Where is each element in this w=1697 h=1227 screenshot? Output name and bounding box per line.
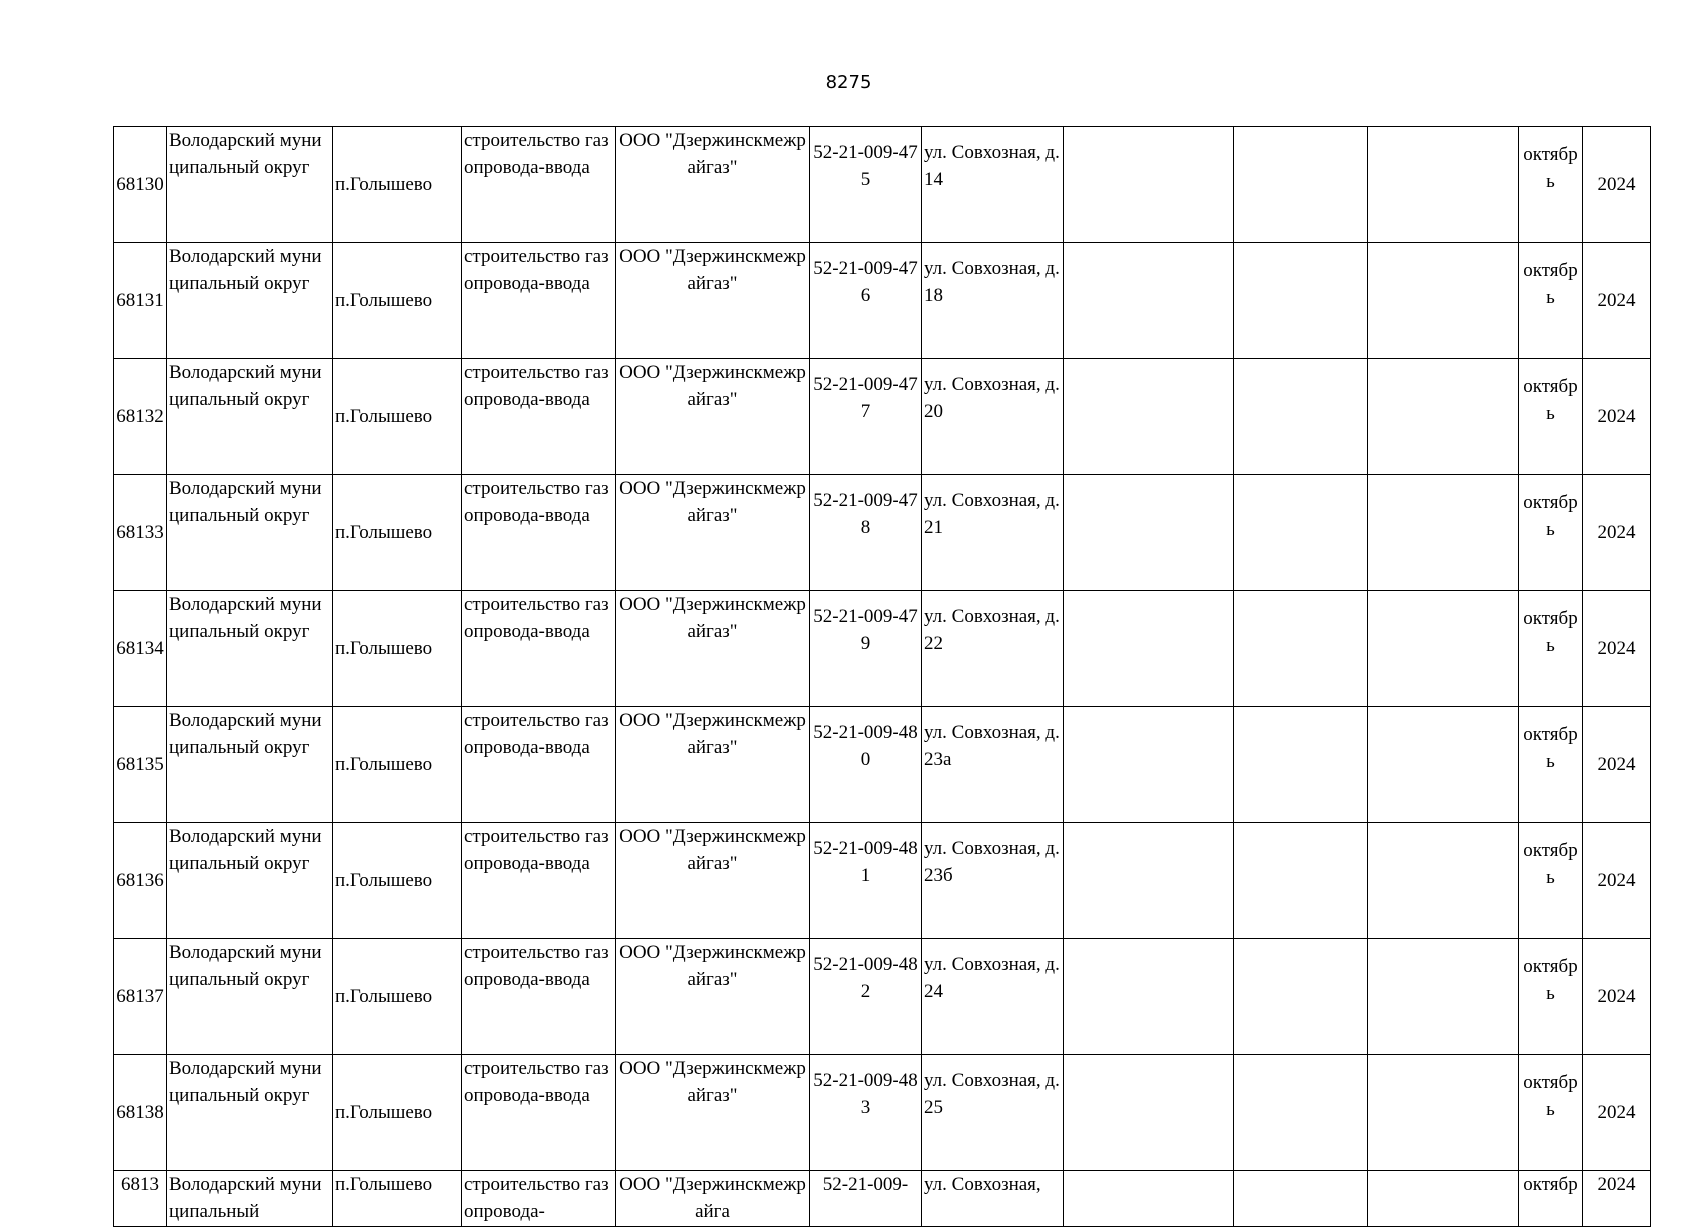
empty-cell — [1064, 1055, 1234, 1171]
empty-cell — [1368, 359, 1519, 475]
year-cell: 2024 — [1583, 243, 1651, 359]
address-cell: ул. Совхозная, д. 23а — [922, 707, 1064, 823]
empty-cell — [1234, 127, 1368, 243]
address-cell: ул. Совхозная, д. 20 — [922, 359, 1064, 475]
empty-cell — [1368, 591, 1519, 707]
table-body — [114, 127, 1651, 1227]
settlement-cell: п.Голышево — [333, 127, 462, 243]
district-cell: Володарский муниципальный округ — [167, 127, 333, 243]
empty-cell — [1368, 707, 1519, 823]
empty-cell — [1234, 1171, 1368, 1227]
month-cell: октябрь — [1519, 475, 1583, 591]
row-number-cell: 68138 — [114, 1055, 167, 1171]
month-cell: октябрь — [1519, 939, 1583, 1055]
empty-cell — [1234, 1055, 1368, 1171]
row-number-cell: 68134 — [114, 591, 167, 707]
year-cell: 2024 — [1583, 127, 1651, 243]
address-cell: ул. Совхозная, д. 25 — [922, 1055, 1064, 1171]
organization-cell: ООО "Дзержинскмежрайгаз" — [616, 243, 810, 359]
work-type-cell: строительство газопровода-ввода — [462, 127, 616, 243]
empty-cell — [1064, 823, 1234, 939]
empty-cell — [1064, 939, 1234, 1055]
row-number-cell: 68132 — [114, 359, 167, 475]
table-row — [114, 823, 1651, 939]
settlement-cell: п.Голышево — [333, 1171, 462, 1227]
organization-cell: ООО "Дзержинскмежрайгаз" — [616, 359, 810, 475]
address-cell: ул. Совхозная, д. 23б — [922, 823, 1064, 939]
district-cell: Володарский муниципальный округ — [167, 475, 333, 591]
year-cell: 2024 — [1583, 591, 1651, 707]
organization-cell: ООО "Дзержинскмежрайгаз" — [616, 127, 810, 243]
year-cell: 2024 — [1583, 707, 1651, 823]
empty-cell — [1064, 1171, 1234, 1227]
registration-code-cell: 52-21-009-478 — [810, 475, 922, 591]
table-row — [114, 127, 1651, 243]
empty-cell — [1234, 591, 1368, 707]
row-number-cell: 68136 — [114, 823, 167, 939]
empty-cell — [1234, 823, 1368, 939]
empty-cell — [1064, 591, 1234, 707]
month-cell: октябрь — [1519, 243, 1583, 359]
settlement-cell: п.Голышево — [333, 939, 462, 1055]
district-cell: Володарский муниципальный округ — [167, 243, 333, 359]
registration-code-cell: 52-21-009-477 — [810, 359, 922, 475]
work-type-cell: строительство газопровода-ввода — [462, 591, 616, 707]
empty-cell — [1368, 475, 1519, 591]
year-cell: 2024 — [1583, 823, 1651, 939]
empty-cell — [1064, 475, 1234, 591]
table-row — [114, 1055, 1651, 1171]
work-type-cell: строительство газопровода-ввода — [462, 707, 616, 823]
registration-code-cell: 52-21-009-482 — [810, 939, 922, 1055]
work-type-cell: строительство газопровода-ввода — [462, 939, 616, 1055]
registration-code-cell: 52-21-009-479 — [810, 591, 922, 707]
table-row — [114, 707, 1651, 823]
work-type-cell: строительство газопровода-ввода — [462, 823, 616, 939]
district-cell: Володарский муниципальный округ — [167, 707, 333, 823]
month-cell: октябрь — [1519, 591, 1583, 707]
work-type-cell: строительство газопровода-ввода — [462, 243, 616, 359]
month-cell: октябрь — [1519, 127, 1583, 243]
month-cell: октябрь — [1519, 707, 1583, 823]
registration-code-cell: 52-21-009-476 — [810, 243, 922, 359]
address-cell: ул. Совхозная, д. 22 — [922, 591, 1064, 707]
district-cell: Володарский муниципальный — [167, 1171, 333, 1227]
empty-cell — [1234, 475, 1368, 591]
district-cell: Володарский муниципальный округ — [167, 359, 333, 475]
empty-cell — [1234, 359, 1368, 475]
district-cell: Володарский муниципальный округ — [167, 1055, 333, 1171]
organization-cell: ООО "Дзержинскмежрайгаз" — [616, 939, 810, 1055]
month-cell: октябрь — [1519, 1055, 1583, 1171]
empty-cell — [1234, 243, 1368, 359]
empty-cell — [1064, 127, 1234, 243]
settlement-cell: п.Голышево — [333, 243, 462, 359]
work-type-cell: строительство газопровода-ввода — [462, 359, 616, 475]
registration-code-cell: 52-21-009- — [810, 1171, 922, 1227]
empty-cell — [1368, 823, 1519, 939]
month-cell: октябрь — [1519, 823, 1583, 939]
table-row — [114, 359, 1651, 475]
district-cell: Володарский муниципальный округ — [167, 939, 333, 1055]
table-row — [114, 243, 1651, 359]
settlement-cell: п.Голышево — [333, 823, 462, 939]
empty-cell — [1064, 707, 1234, 823]
empty-cell — [1368, 1171, 1519, 1227]
address-cell: ул. Совхозная, д. 21 — [922, 475, 1064, 591]
year-cell: 2024 — [1583, 1055, 1651, 1171]
table-row — [114, 475, 1651, 591]
row-number-cell: 68133 — [114, 475, 167, 591]
year-cell: 2024 — [1583, 939, 1651, 1055]
month-cell: октябрь — [1519, 359, 1583, 475]
settlement-cell: п.Голышево — [333, 591, 462, 707]
empty-cell — [1064, 243, 1234, 359]
table-row — [114, 591, 1651, 707]
registration-code-cell: 52-21-009-475 — [810, 127, 922, 243]
empty-cell — [1234, 707, 1368, 823]
empty-cell — [1234, 939, 1368, 1055]
registration-code-cell: 52-21-009-480 — [810, 707, 922, 823]
settlement-cell: п.Голышево — [333, 475, 462, 591]
registration-code-cell: 52-21-009-481 — [810, 823, 922, 939]
district-cell: Володарский муниципальный округ — [167, 823, 333, 939]
district-cell: Володарский муниципальный округ — [167, 591, 333, 707]
address-cell: ул. Совхозная, д. 18 — [922, 243, 1064, 359]
year-cell: 2024 — [1583, 475, 1651, 591]
year-cell: 2024 — [1583, 1171, 1651, 1227]
year-cell: 2024 — [1583, 359, 1651, 475]
address-cell: ул. Совхозная, д. 14 — [922, 127, 1064, 243]
organization-cell: ООО "Дзержинскмежрайгаз" — [616, 475, 810, 591]
work-type-cell: строительство газопровода-ввода — [462, 475, 616, 591]
registration-code-cell: 52-21-009-483 — [810, 1055, 922, 1171]
registry-table — [113, 126, 1651, 1227]
address-cell: ул. Совхозная, — [922, 1171, 1064, 1227]
settlement-cell: п.Голышево — [333, 707, 462, 823]
row-number-cell: 68135 — [114, 707, 167, 823]
empty-cell — [1368, 127, 1519, 243]
empty-cell — [1064, 359, 1234, 475]
organization-cell: ООО "Дзержинскмежрайгаз" — [616, 823, 810, 939]
work-type-cell: строительство газопровода- — [462, 1171, 616, 1227]
row-number-cell: 68130 — [114, 127, 167, 243]
table-row — [114, 1171, 1651, 1227]
table-row — [114, 939, 1651, 1055]
settlement-cell: п.Голышево — [333, 1055, 462, 1171]
row-number-cell: 68131 — [114, 243, 167, 359]
address-cell: ул. Совхозная, д. 24 — [922, 939, 1064, 1055]
row-number-cell: 6813 — [114, 1171, 167, 1227]
empty-cell — [1368, 1055, 1519, 1171]
month-cell: октябр — [1519, 1171, 1583, 1227]
organization-cell: ООО "Дзержинскмежрайга — [616, 1171, 810, 1227]
organization-cell: ООО "Дзержинскмежрайгаз" — [616, 1055, 810, 1171]
row-number-cell: 68137 — [114, 939, 167, 1055]
work-type-cell: строительство газопровода-ввода — [462, 1055, 616, 1171]
organization-cell: ООО "Дзержинскмежрайгаз" — [616, 707, 810, 823]
empty-cell — [1368, 243, 1519, 359]
settlement-cell: п.Голышево — [333, 359, 462, 475]
empty-cell — [1368, 939, 1519, 1055]
page-number: 8275 — [825, 72, 872, 93]
organization-cell: ООО "Дзержинскмежрайгаз" — [616, 591, 810, 707]
